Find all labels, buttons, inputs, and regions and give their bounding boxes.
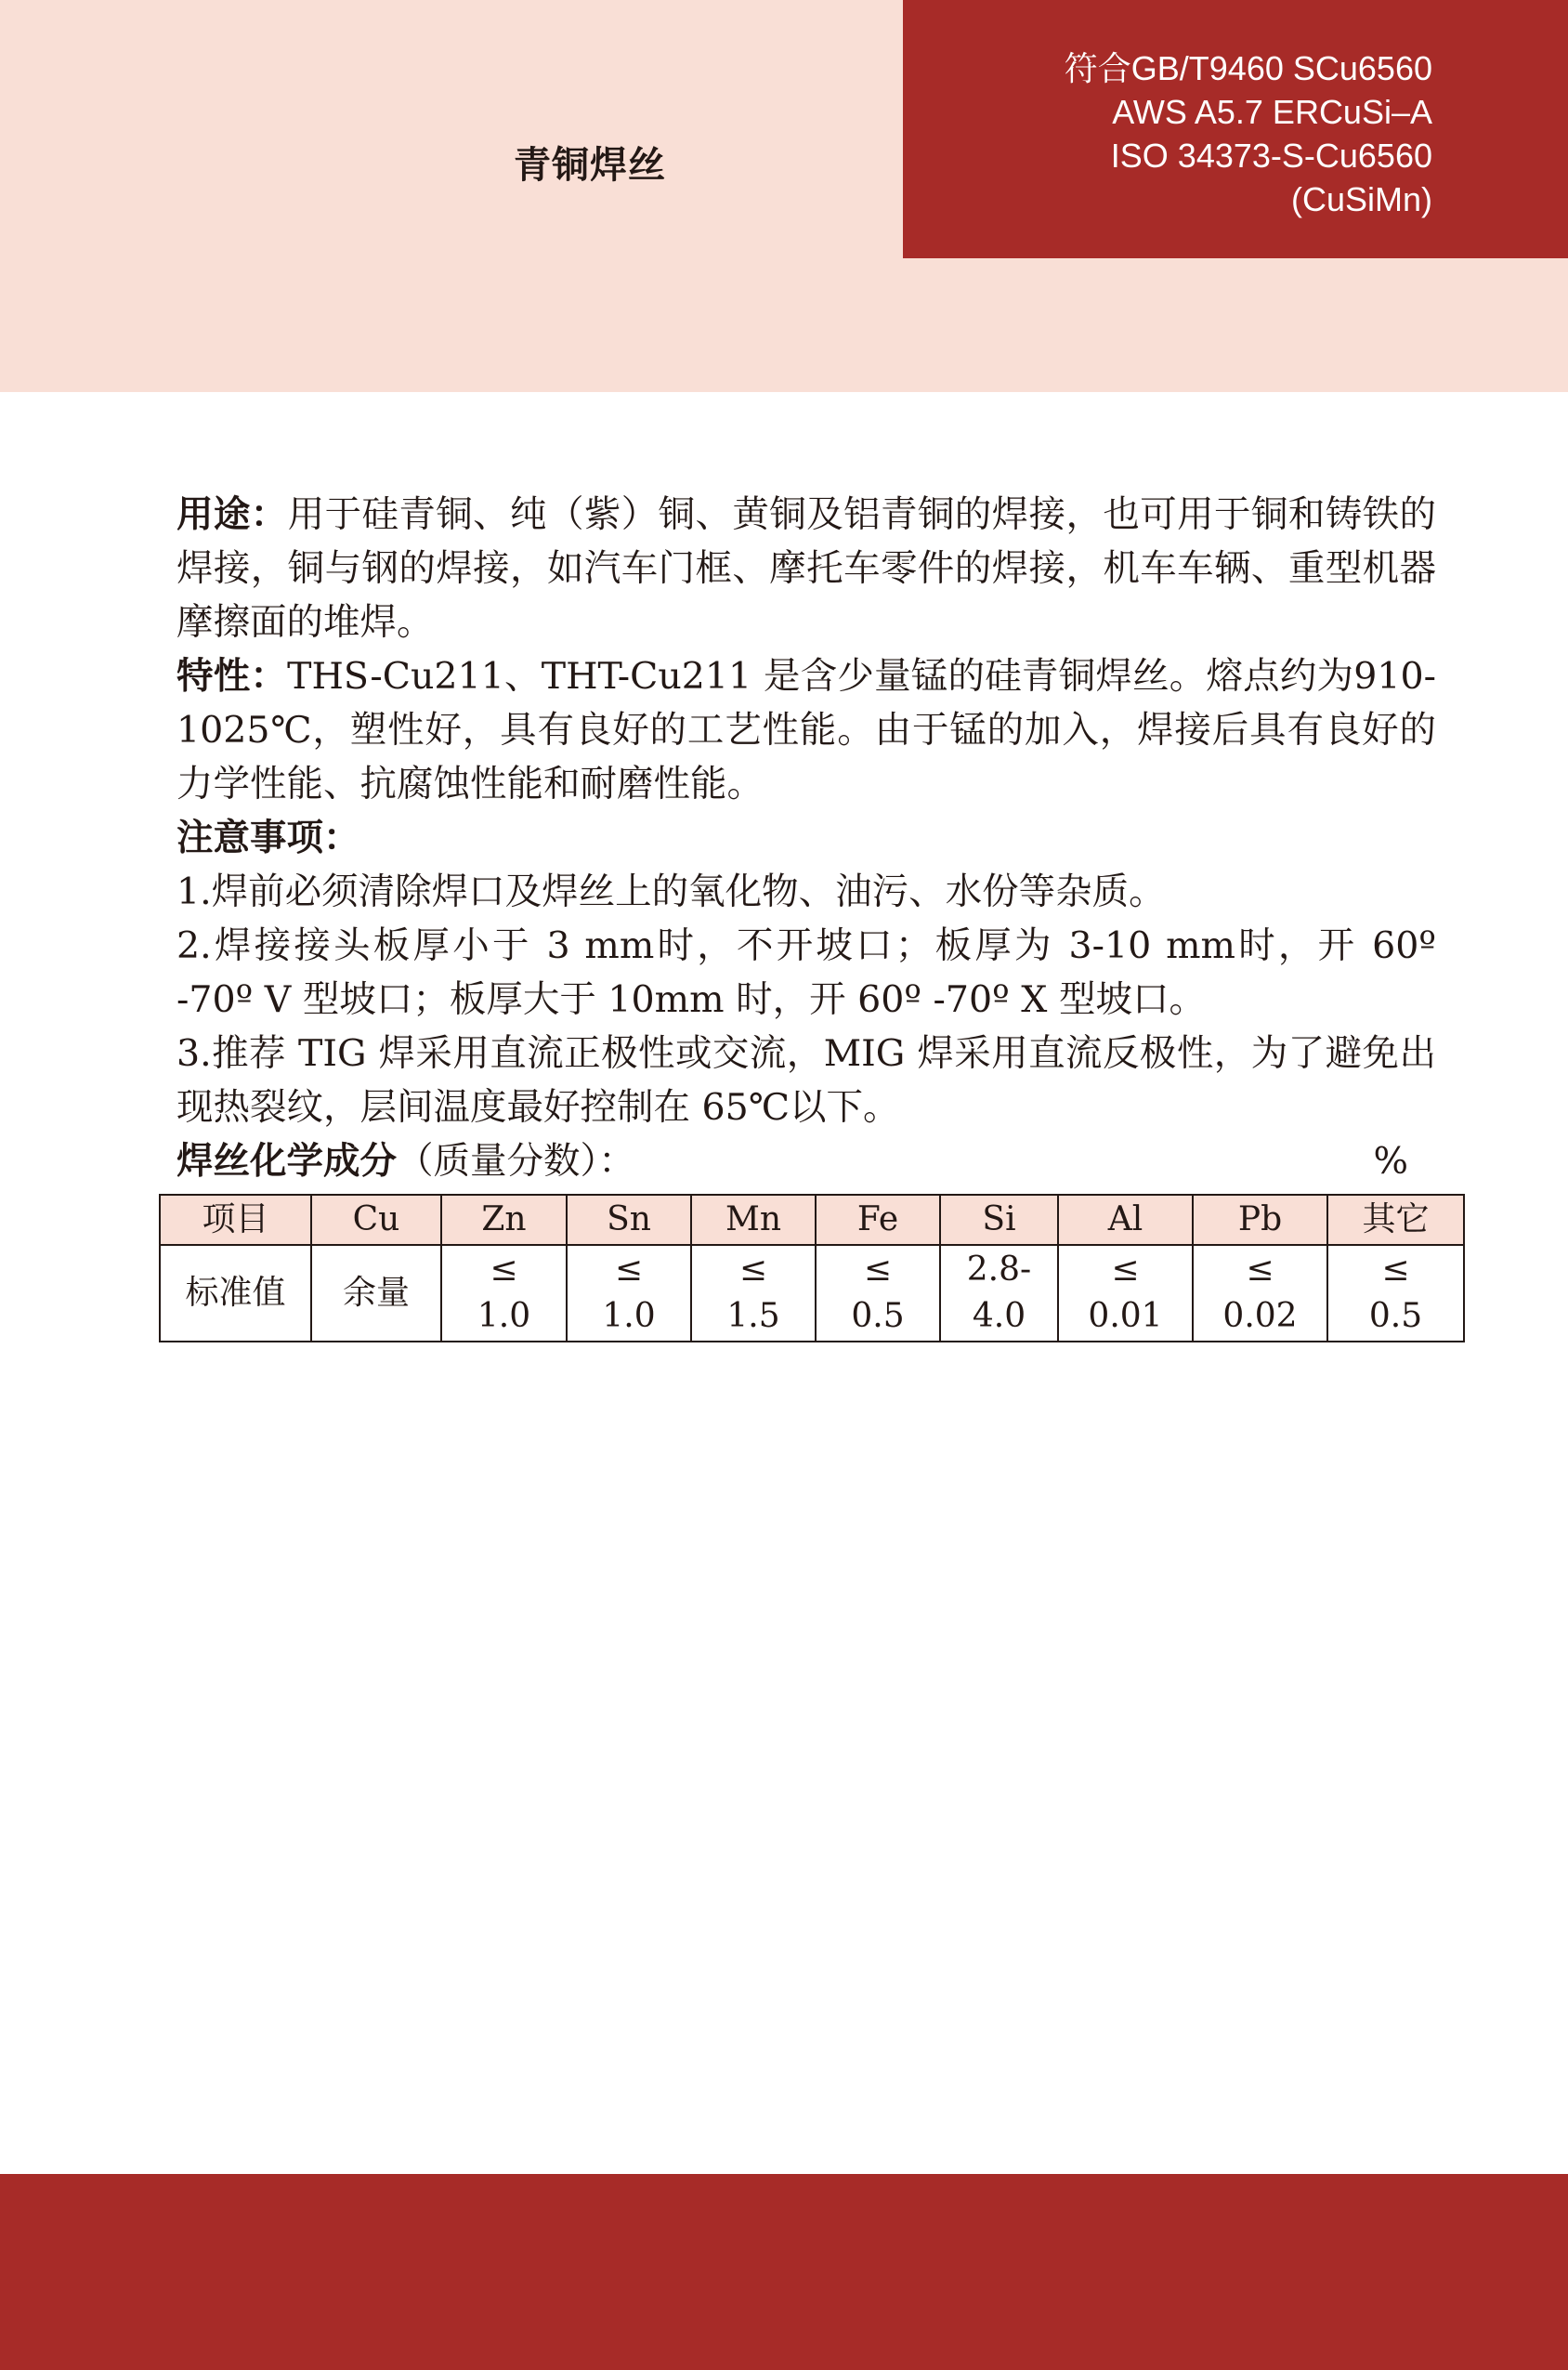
value-cell-al (1058, 1245, 1193, 1342)
note-item: 2.焊接接头板厚小于 3 mm时，不开坡口；板厚为 3-10 mm时，开 60º -70º V 型坡口；板厚大于 10mm 时，开 60º -70º X 型坡口。 (176, 924, 1436, 1021)
notes-label: 注意事项： (176, 817, 360, 859)
standard-gb: 符合GB/T9460 SCu6560 (1064, 49, 1432, 87)
value-cell-pb (1193, 1245, 1327, 1342)
properties-paragraph (176, 649, 1436, 811)
value-cell-mn (691, 1245, 816, 1342)
properties-text: THS-Cu211、THT-Cu211 是含少量锰的硅青铜焊丝。熔点约为910-1025℃，塑性好，具有良好的工艺性能。由于锰的加入，焊接后具有良好的力学性能、抗腐蚀性能和耐磨性能。 (176, 655, 1436, 805)
usage-text: 用于硅青铜、纯（紫）铜、黄铜及铝青铜的焊接，也可用于铜和铸铁的焊接，铜与钢的焊接，如汽车门框、摩托车零件的焊接，机车车辆、重型机器摩擦面的堆焊。 (176, 493, 1437, 644)
value-cell-si (940, 1245, 1058, 1342)
value-cell-top: ≤ (1381, 1250, 1410, 1289)
column-header: 项目 (160, 1195, 311, 1245)
composition-label: 焊丝化学成分 (176, 1140, 397, 1183)
column-header: 其它 (1327, 1195, 1464, 1245)
column-header: Pb (1193, 1195, 1327, 1245)
column-header: Zn (441, 1195, 567, 1245)
column-header: Al (1058, 1195, 1193, 1245)
value-cell-bottom: 0.5 (1368, 1297, 1423, 1335)
value-cell-sn (567, 1245, 691, 1342)
column-header: Fe (816, 1195, 940, 1245)
composition-heading (176, 1134, 1436, 1188)
composition-sublabel: （质量分数）： (397, 1140, 635, 1183)
value-cell-zn (441, 1245, 567, 1342)
value-cell-other (1327, 1245, 1464, 1342)
page-title: 青铜焊丝 (514, 144, 666, 187)
value-cell-bottom: 1.0 (477, 1297, 531, 1335)
footer-band (0, 2174, 1568, 2370)
standard-aws: AWS A5.7 ERCuSi–A (1112, 93, 1432, 131)
value-cell-top: ≤ (1111, 1250, 1140, 1289)
value-cell-top: ≤ (863, 1250, 893, 1289)
standards-list (1065, 46, 1432, 221)
value-cell-top: ≤ (490, 1250, 518, 1289)
value-cell-fe (816, 1245, 940, 1342)
value-cell-bottom: 0.02 (1222, 1297, 1298, 1335)
table-header-row (160, 1195, 1464, 1245)
main-content (176, 488, 1436, 1188)
column-header: Sn (567, 1195, 691, 1245)
value-cell-top: ≤ (738, 1250, 768, 1289)
note-item: 1.焊前必须清除焊口及焊丝上的氧化物、油污、水份等杂质。 (176, 871, 1166, 913)
value-cell-bottom: 0.5 (851, 1297, 905, 1335)
value-cell-top: 2.8- (966, 1250, 1032, 1289)
value-cell-bottom: 1.0 (602, 1297, 656, 1335)
value-cell-bottom: 4.0 (972, 1297, 1026, 1335)
value-cell-cu: 余量 (311, 1245, 441, 1342)
composition-unit: % (1373, 1140, 1408, 1183)
composition-table (159, 1194, 1465, 1342)
notes-heading (176, 811, 1436, 865)
column-header: Si (940, 1195, 1058, 1245)
row-label: 标准值 (160, 1245, 311, 1342)
properties-label: 特性： (176, 655, 288, 698)
column-header: Cu (311, 1195, 441, 1245)
usage-paragraph (176, 488, 1436, 649)
standard-iso: ISO 34373-S-Cu6560 (1110, 137, 1432, 175)
value-cell-top: ≤ (1246, 1250, 1274, 1289)
table-row (160, 1245, 1464, 1342)
standard-alloy: (CuSiMn) (1290, 180, 1432, 218)
value-cell-top: ≤ (614, 1250, 644, 1289)
value-cell-bottom: 1.5 (726, 1297, 780, 1335)
note-item: 3.推荐 TIG 焊采用直流正极性或交流，MIG 焊采用直流反极性，为了避免出现热裂纹，层间温度最好控制在 65℃以下。 (176, 1032, 1436, 1129)
value-cell-bottom: 0.01 (1088, 1297, 1163, 1335)
standards-box (903, 0, 1568, 258)
column-header: Mn (691, 1195, 816, 1245)
usage-label: 用途： (176, 493, 288, 536)
